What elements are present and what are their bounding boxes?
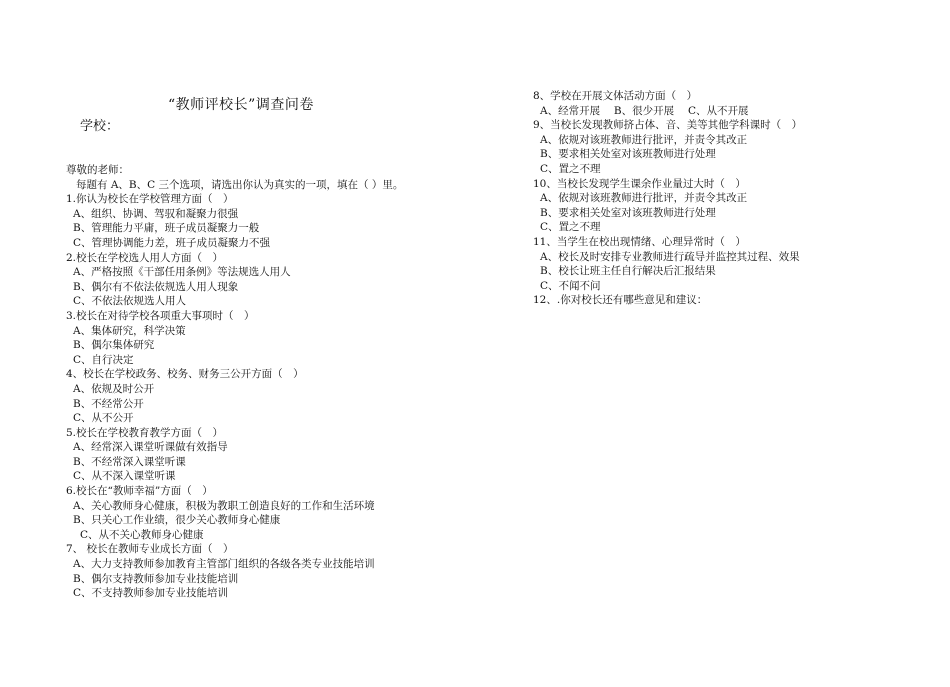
q4-option-b: B、不经常公开: [73, 397, 144, 410]
q6-option-b: B、只关心工作业绩，很少关心教师身心健康: [73, 514, 281, 527]
q11-option-a: A、校长及时安排专业教师进行疏导并监控其过程、效果: [540, 250, 800, 263]
q5-option-a: A、经常深入课堂听课做有效指导: [73, 441, 228, 454]
survey-title: “教师评校长”调查问卷: [168, 97, 314, 113]
q3-option-c: C、自行决定: [73, 353, 134, 366]
question-7: 7、 校长在教师专业成长方面（ ）: [66, 543, 234, 556]
question-4: 4、校长在学校政务、校务、财务三公开方面（ ）: [66, 368, 304, 381]
q5-option-c: C、从不深入课堂听课: [73, 470, 176, 483]
q9-option-b: B、要求相关处室对该班教师进行处理: [540, 148, 716, 161]
question-11: 11、当学生在校出现情绪、心理异常时（ ）: [533, 235, 746, 248]
question-9: 9、当校长发现教师挤占体、音、美等其他学科课时（ ）: [533, 119, 803, 132]
question-12: 12、.你对校长还有哪些意见和建议：: [533, 294, 708, 307]
q1-option-b: B、管理能力平庸，班子成员凝聚力一般: [73, 222, 260, 235]
q10-option-b: B、要求相关处室对该班教师进行处理: [540, 206, 716, 219]
q7-option-a: A、大力支持教师参加教育主管部门组织的各级各类专业技能培训: [73, 558, 375, 571]
q7-option-b: B、偶尔支持教师参加专业技能培训: [73, 572, 239, 585]
q4-option-a: A、依规及时公开: [73, 382, 155, 395]
question-3: 3.校长在对待学校各项重大事项时（ ）: [66, 309, 255, 322]
q1-option-a: A、组织、协调、驾驭和凝聚力很强: [73, 207, 239, 220]
q2-option-b: B、偶尔有不依法依规选人用人现象: [73, 280, 239, 293]
q3-option-a: A、集体研究，科学决策: [73, 324, 186, 337]
q8-options: A、经常开展 B、很少开展 C、从不开展: [540, 104, 749, 117]
right-column: [533, 89, 802, 308]
q6-option-a: A、关心教师身心健康，积极为教职工创造良好的工作和生活环境: [73, 499, 375, 512]
instruction: 每题有 A、B、C 三个选项，请选出你认为真实的一项，填在（ ）里。: [76, 178, 404, 191]
school-label: 学校：: [80, 119, 120, 134]
q10-option-c: C、置之不理: [540, 221, 601, 234]
question-8: 8、学校在开展文体活动方面（ ）: [533, 90, 698, 102]
q2-option-c: C、不依法依规选人用人: [73, 295, 187, 308]
q6-option-c: C、从不关心教师身心健康: [80, 528, 204, 541]
left-column: [66, 163, 403, 601]
greeting: 尊敬的老师：: [66, 164, 129, 176]
q7-option-c: C、不支持教师参加专业技能培训: [73, 587, 229, 600]
q11-option-c: C、不闻不问: [540, 279, 601, 292]
q4-option-c: C、从不公开: [73, 412, 134, 425]
q2-option-a: A、严格按照《干部任用条例》等法规选人用人: [73, 266, 291, 279]
q5-option-b: B、不经常深入课堂听课: [73, 455, 186, 468]
q11-option-b: B、校长让班主任自行解决后汇报结果: [540, 265, 716, 278]
question-1: 1.你认为校长在学校管理方面（ ）: [66, 193, 234, 206]
q9-option-c: C、置之不理: [540, 162, 601, 175]
question-2: 2.校长在学校选人用人方面（ ）: [66, 251, 224, 264]
question-10: 10、当校长发现学生课余作业量过大时（ ）: [533, 177, 746, 190]
q1-option-c: C、管理协调能力差，班子成员凝聚力不强: [73, 236, 271, 249]
question-5: 5.校长在学校教育教学方面（ ）: [66, 426, 224, 439]
q9-option-a: A、依规对该班教师进行批评，并责令其改正: [540, 133, 748, 146]
q3-option-b: B、偶尔集体研究: [73, 339, 155, 352]
question-6: 6.校长在“教师幸福”方面（ ）: [66, 485, 213, 498]
q10-option-a: A、依规对该班教师进行批评，并责令其改正: [540, 192, 748, 205]
